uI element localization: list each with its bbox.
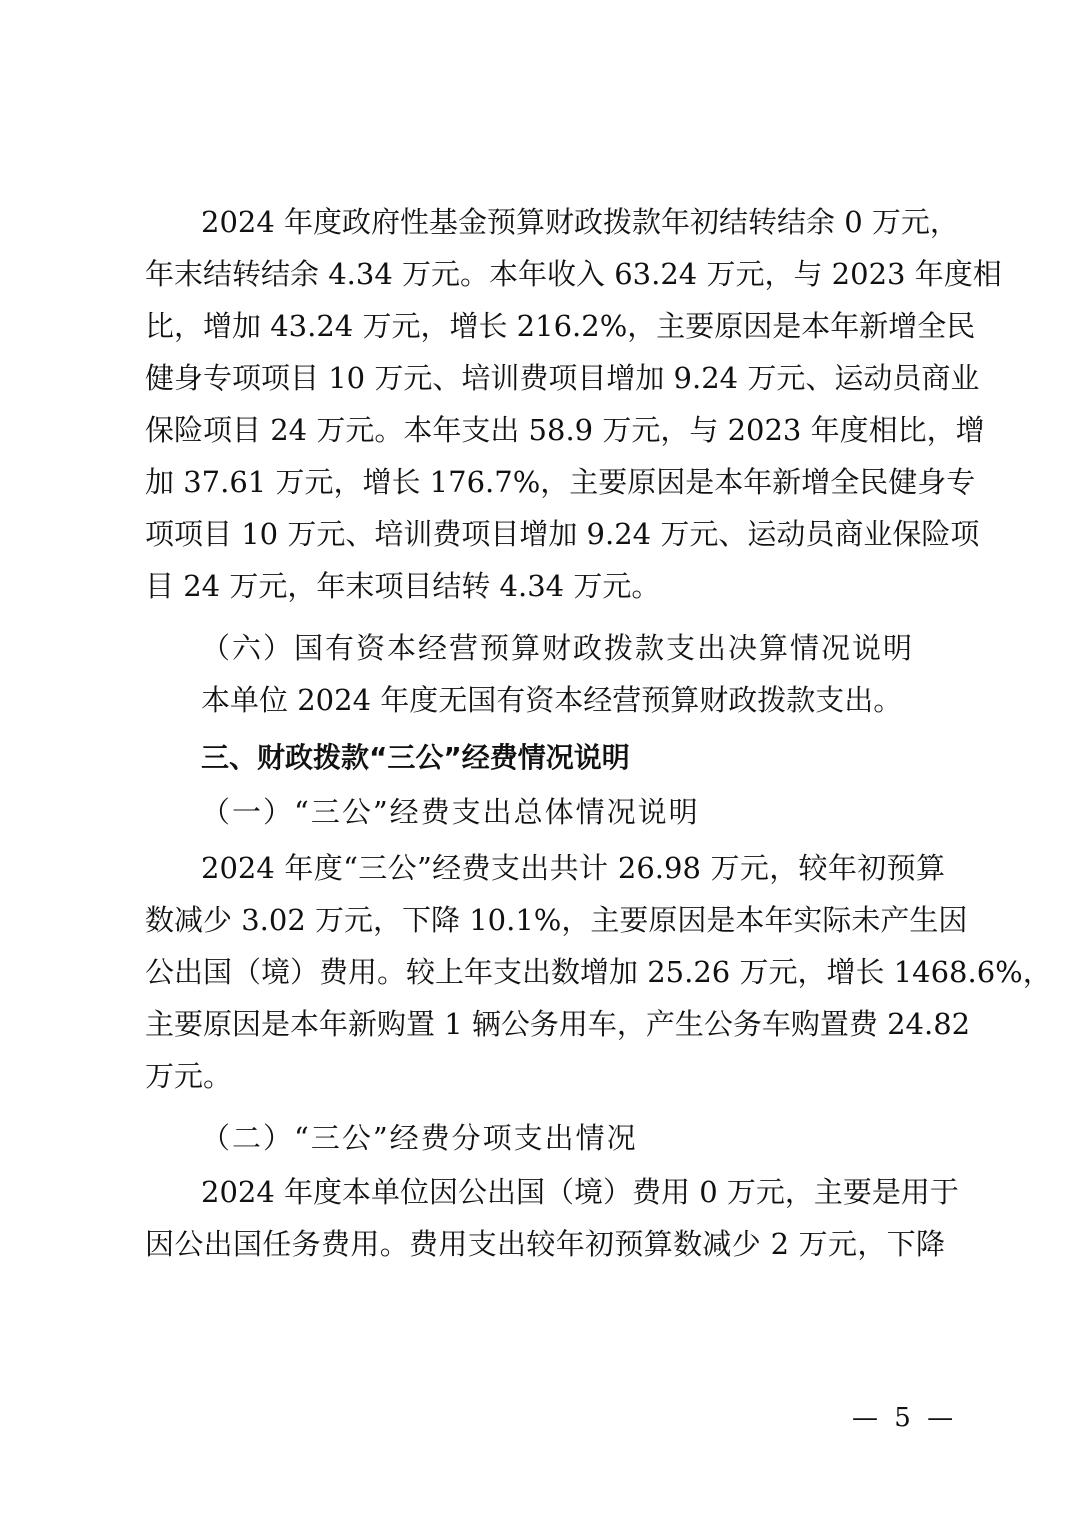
paragraph-line: 保险项目 24 万元。本年支出 58.9 万元，与 2023 年度相比，增 bbox=[145, 413, 985, 447]
subsection-heading: （一）“三公”经费支出总体情况说明 bbox=[201, 795, 700, 829]
paragraph-line: 加 37.61 万元，增长 176.7%，主要原因是本年新增全民健身专 bbox=[145, 465, 976, 499]
page-number: — 5 — bbox=[852, 1403, 958, 1433]
paragraph-line: 项项目 10 万元、培训费项目增加 9.24 万元、运动员商业保险项 bbox=[145, 517, 980, 551]
subsection-heading: （二）“三公”经费分项支出情况 bbox=[201, 1121, 638, 1155]
paragraph-line: 因公出国任务费用。费用支出较年初预算数减少 2 万元，下降 bbox=[145, 1227, 945, 1261]
paragraph-line: 年末结转结余 4.34 万元。本年收入 63.24 万元，与 2023 年度相 bbox=[145, 257, 1002, 291]
paragraph-line: 目 24 万元，年末项目结转 4.34 万元。 bbox=[145, 569, 661, 603]
paragraph-line: 比，增加 43.24 万元，增长 216.2%，主要原因是本年新增全民 bbox=[145, 309, 976, 343]
paragraph-line: 数减少 3.02 万元，下降 10.1%，主要原因是本年实际未产生因 bbox=[145, 903, 968, 937]
subsection-heading: （六）国有资本经营预算财政拨款支出决算情况说明 bbox=[201, 631, 915, 665]
paragraph-line: 公出国（境）费用。较上年支出数增加 25.26 万元，增长 1468.6%， bbox=[145, 955, 1052, 989]
paragraph-line: 本单位 2024 年度无国有资本经营预算财政拨款支出。 bbox=[201, 683, 903, 717]
paragraph-line: 主要原因是本年新购置 1 辆公务用车，产生公务车购置费 24.82 bbox=[145, 1007, 971, 1041]
paragraph-line: 2024 年度本单位因公出国（境）费用 0 万元，主要是用于 bbox=[201, 1175, 959, 1209]
paragraph-line: 万元。 bbox=[145, 1059, 233, 1093]
paragraph-line: 2024 年度“三公”经费支出共计 26.98 万元，较年初预算 bbox=[201, 851, 945, 885]
section-heading: 三、财政拨款“三公”经费情况说明 bbox=[201, 741, 630, 774]
paragraph-line: 健身专项项目 10 万元、培训费项目增加 9.24 万元、运动员商业 bbox=[145, 361, 980, 395]
paragraph-line: 2024 年度政府性基金预算财政拨款年初结转结余 0 万元， bbox=[201, 205, 959, 239]
